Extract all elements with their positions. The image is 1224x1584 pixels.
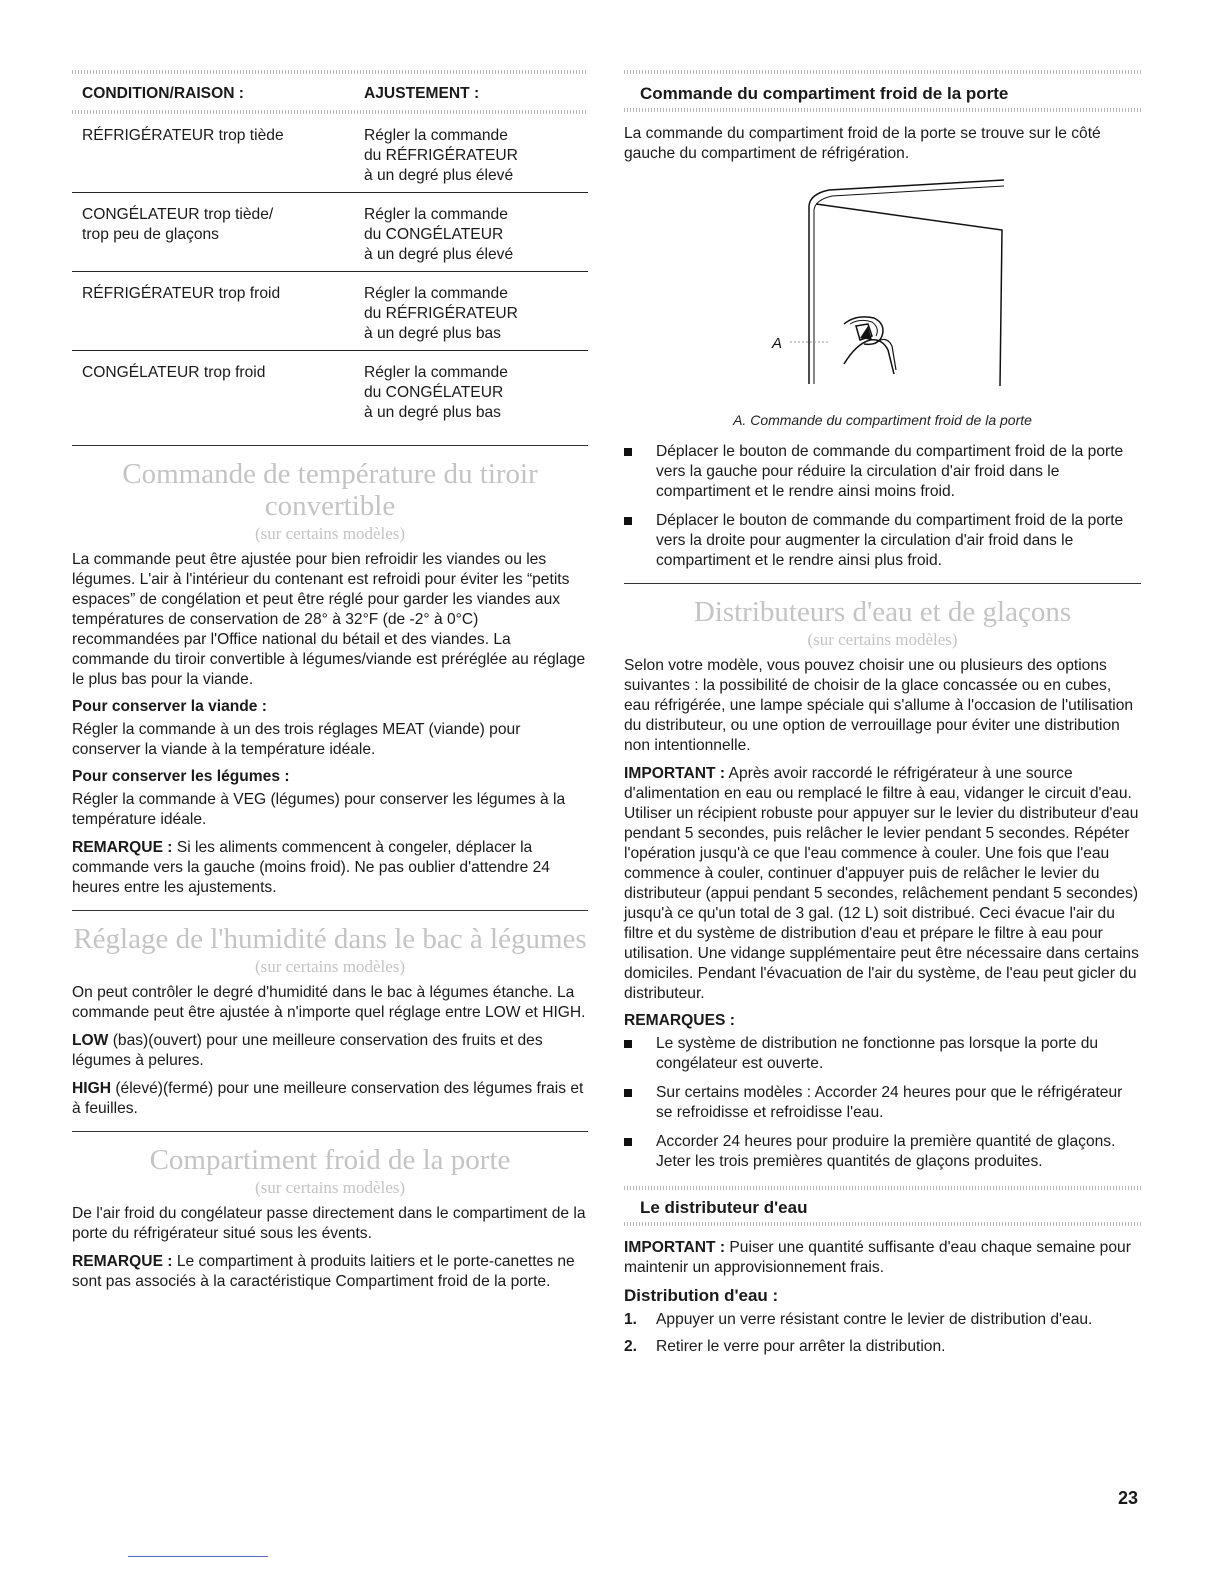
hatch-rule [624, 108, 1141, 112]
bullet-text: Déplacer le bouton de commande du compartiment froid de la porte vers la gauche pour réduire la circulation d'air froid dans le compartiment et le rendre ainsi moins froid. [656, 443, 1124, 500]
note-text: Le compartiment à produits laitiers et le porte-canettes ne sont pas associés à la caractéristique Compartiment froid de la porte. [72, 1253, 575, 1290]
adjust-line: du CONGÉLATEUR [364, 384, 504, 401]
section-divider [624, 583, 1141, 584]
commande-porte-heading: Commande du compartiment froid de la porte [640, 84, 1009, 103]
adjust-line: Régler la commande [364, 364, 508, 381]
distributeurs-subtitle: (sur certains modèles) [807, 630, 958, 649]
table-row [72, 114, 588, 193]
table-row [72, 193, 588, 272]
adjust-line: à un degré plus élevé [364, 167, 514, 184]
adjust-cell [364, 351, 588, 430]
important-label: IMPORTANT : [624, 1239, 726, 1256]
list-item [624, 442, 1141, 502]
bullet-text: Déplacer le bouton de commande du compartiment froid de la porte vers la droite pour augmenter la circulation d'air froid dans le compartiment et le rendre ainsi plus froid. [656, 512, 1124, 569]
condition-cell: RÉFRIGÉRATEUR trop tiède [72, 114, 364, 193]
distributeur-eau-important [624, 1238, 1141, 1278]
adjust-line: Régler la commande [364, 285, 508, 302]
step-number: 2. [624, 1338, 638, 1355]
legumes-paragraph: Régler la commande à VEG (légumes) pour conserver les légumes à la température idéale. [72, 791, 566, 828]
humidite-paragraph: On peut contrôler le degré d'humidité dans le bac à légumes étanche. La commande peut être ajustée à n'importe quel réglage entre LOW et HIGH. [72, 984, 586, 1021]
list-item [624, 1310, 1141, 1330]
adjust-cell [364, 193, 588, 272]
adjust-line: du RÉFRIGÉRATEUR [364, 305, 518, 322]
legumes-heading: Pour conserver les légumes : [72, 768, 290, 785]
remarques-heading: REMARQUES : [624, 1012, 735, 1029]
humidite-title: Réglage de l'humidité dans le bac à légumes [73, 923, 587, 955]
hatch-rule [624, 70, 1141, 74]
adjust-line: à un degré plus élevé [364, 246, 514, 263]
compartiment-note [72, 1252, 588, 1292]
adjust-cell [364, 114, 588, 193]
tiroir-paragraph: La commande peut être ajustée pour bien refroidir les viandes ou les légumes. L'air à l'intérieur du contenant est refroidi pour éviter les “petits espaces” de congélation et peut être réglé pour garder les viandes aux températures de conservation de 28° à 32°F (de -2° à 0°C) recommandées par l'Office national du bétail et des viandes. La commande du tiroir convertible à légumes/viande est préréglée au réglage le plus bas pour la viande. [72, 551, 586, 688]
door-control-illustration [624, 174, 1141, 404]
condition-table [72, 74, 588, 429]
distributeurs-paragraph: Selon votre modèle, vous pouvez choisir une ou plusieurs des options suivantes : la possibilité de choisir de la glace concassée ou en cubes, eau réfrigérée, une lampe spéciale qui s'allume à l'occasion de l'utilisation du distributeur, ou une option de verrouillage pour éviter une distribution non intentionnelle. [624, 657, 1134, 754]
bullet-square [624, 1089, 632, 1097]
viande-heading: Pour conserver la viande : [72, 698, 267, 715]
list-item [624, 1083, 1141, 1123]
commande-porte-bullets [624, 442, 1141, 571]
list-item [624, 511, 1141, 571]
step-text: Retirer le verre pour arrêter la distribution. [656, 1338, 946, 1355]
distributeur-eau-heading: Le distributeur d'eau [640, 1198, 808, 1217]
step-number: 1. [624, 1311, 638, 1328]
condition-cell [72, 193, 364, 272]
adjust-line: du RÉFRIGÉRATEUR [364, 147, 518, 164]
note-text: Si les aliments commencent à congeler, déplacer la commande vers la gauche (moins froid). Ne pas oublier d'attendre 24 heures entre les ajustements. [72, 839, 550, 896]
bullet-text: Le système de distribution ne fonctionne pas lorsque la porte du congélateur est ouverte. [656, 1035, 1099, 1072]
low-paragraph [72, 1031, 588, 1071]
figure-caption: A. Commande du compartiment froid de la porte [733, 412, 1032, 428]
adjust-line: du CONGÉLATEUR [364, 226, 504, 243]
compartiment-paragraph: De l'air froid du congélateur passe directement dans le compartiment de la porte du réfrigérateur situé sous les évents. [72, 1205, 586, 1242]
distribution-heading: Distribution d'eau : [624, 1286, 779, 1305]
bullet-text: Sur certains modèles : Accorder 24 heures pour que le réfrigérateur se refroidisse et refroidisse l'eau. [656, 1084, 1123, 1121]
table-header-adjust: AJUSTEMENT : [364, 85, 480, 102]
important-text: Après avoir raccordé le réfrigérateur à une source d'alimentation en eau ou remplacé le filtre à eau, vidanger le circuit d'eau. Utiliser un récipient robuste pour appuyer sur le levier du distributeur d'eau pendant 5 secondes, puis relâcher le levier pendant 5 secondes. Répéter l'opération jusqu'à ce que l'eau commence à couler. Une fois que l'eau commence à couler, continuer d'appuyer puis de relâcher le levier du distributeur (appui pendant 5 secondes, relâchement pendant 5 secondes) jusqu'à ce qu'un total de 3 gal. (12 L) soit distribué. Ceci évacue l'air du filtre et du système de distribution d'eau et prépare le filtre à eau pour utilisation. Une vidange supplémentaire peut être nécessaire dans certains domiciles. Pendant l'évacuation de l'air du système, de l'eau peut gicler du distributeur. [624, 765, 1139, 1002]
condition-cell: CONGÉLATEUR trop froid [82, 364, 266, 381]
viande-paragraph: Régler la commande à un des trois réglages MEAT (viande) pour conserver la viande à la température idéale. [72, 721, 521, 758]
table-header-condition: CONDITION/RAISON : [82, 85, 244, 102]
bullet-text: Accorder 24 heures pour produire la première quantité de glaçons. Jeter les trois premières quantités de glaçons produites. [656, 1133, 1116, 1170]
list-item [624, 1337, 1141, 1357]
condition-cell: RÉFRIGÉRATEUR trop froid [72, 272, 364, 351]
humidite-subtitle: (sur certains modèles) [254, 957, 406, 976]
list-item [624, 1034, 1141, 1074]
footer-line [128, 1556, 268, 1557]
compartiment-title: Compartiment froid de la porte [149, 1144, 511, 1176]
hatch-rule [624, 1186, 1141, 1190]
hatch-rule [624, 1222, 1141, 1226]
distributeurs-title: Distributeurs d'eau et de glaçons [693, 596, 1072, 628]
section-divider [72, 1131, 588, 1132]
adjust-line: à un degré plus bas [364, 325, 501, 342]
condition-line: trop peu de glaçons [82, 226, 219, 243]
adjust-line: Régler la commande [364, 206, 508, 223]
high-paragraph [72, 1079, 588, 1119]
important-label: IMPORTANT : [624, 765, 726, 782]
distribution-steps [624, 1310, 1141, 1357]
adjust-line: Régler la commande [364, 127, 508, 144]
section-divider [72, 910, 588, 911]
tiroir-title: Commande de température du tiroir convertible [122, 458, 538, 522]
figure-label-a: A [772, 335, 783, 352]
note-label: REMARQUE : [72, 839, 173, 856]
table-row [72, 351, 588, 430]
tiroir-note [72, 838, 588, 898]
page-number: 23 [1118, 1488, 1139, 1508]
high-text: (élevé)(fermé) pour une meilleure conservation des légumes frais et à feuilles. [72, 1080, 584, 1117]
section-divider [72, 445, 588, 446]
door-control-figure [624, 174, 1141, 404]
adjust-cell [364, 272, 588, 351]
condition-line: CONGÉLATEUR trop tiède/ [82, 206, 274, 223]
remarques-list [624, 1034, 1141, 1172]
high-label: HIGH [72, 1080, 111, 1097]
bullet-square [624, 517, 632, 525]
distributeurs-important [624, 764, 1141, 1004]
note-label: REMARQUE : [72, 1253, 173, 1270]
bullet-square [624, 1040, 632, 1048]
low-text: (bas)(ouvert) pour une meilleure conservation des fruits et des légumes à pelures. [72, 1032, 543, 1069]
left-column [72, 70, 588, 1300]
commande-porte-paragraph: La commande du compartiment froid de la porte se trouve sur le côté gauche du compartiment de réfrigération. [624, 125, 1101, 162]
compartiment-subtitle: (sur certains modèles) [254, 1178, 406, 1197]
low-label: LOW [72, 1032, 109, 1049]
adjust-line: à un degré plus bas [364, 404, 501, 421]
step-text: Appuyer un verre résistant contre le levier de distribution d'eau. [656, 1311, 1093, 1328]
table-row [72, 272, 588, 351]
bullet-square [624, 448, 632, 456]
tiroir-subtitle: (sur certains modèles) [254, 524, 406, 543]
list-item [624, 1132, 1141, 1172]
important-text: Puiser une quantité suffisante d'eau chaque semaine pour maintenir un approvisionnement frais. [624, 1239, 1131, 1276]
right-column [624, 70, 1141, 1364]
bullet-square [624, 1138, 632, 1146]
